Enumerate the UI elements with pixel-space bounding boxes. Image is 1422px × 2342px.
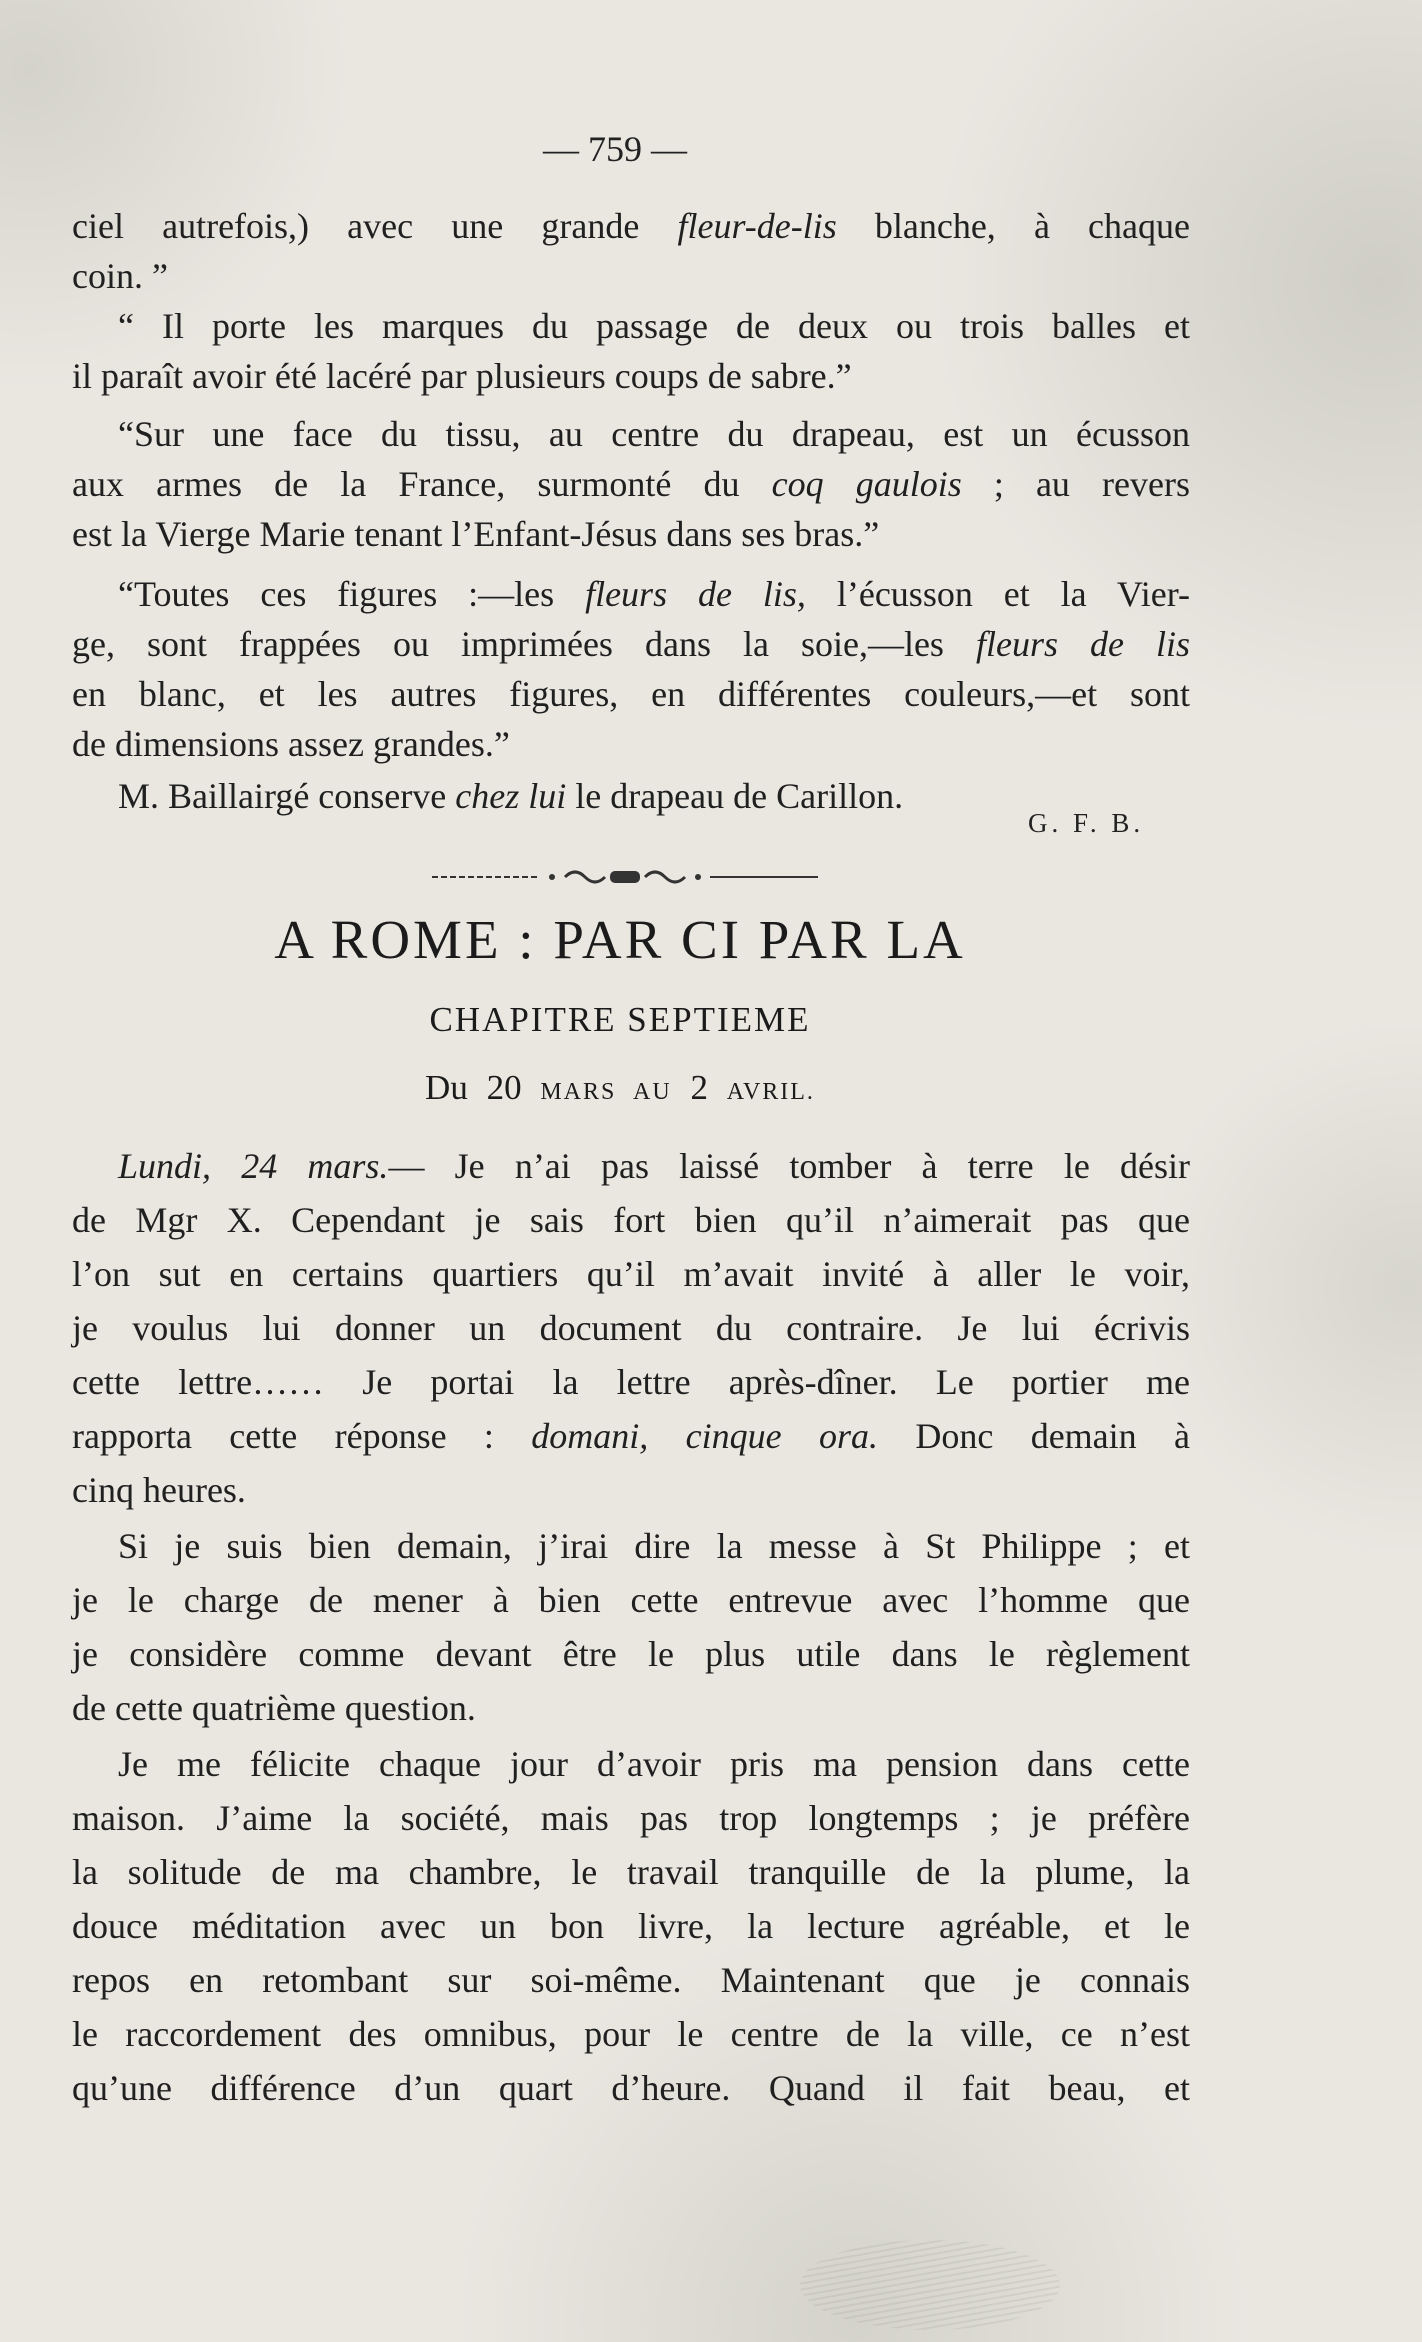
text-run: aux armes de la France, surmonté du	[72, 464, 772, 504]
text-line	[72, 1848, 1190, 1896]
text-line	[72, 1794, 1190, 1842]
text-run: l’on sut en certains quartiers qu’il m’avait invité à aller le voir,	[72, 1254, 1190, 1294]
text-run: le drapeau de Carillon.	[566, 776, 904, 816]
chapter-heading: CHAPITRE SEPTIEME	[429, 1000, 811, 1039]
text-line	[72, 1576, 1190, 1624]
text-run: qu’une différence d’un quart d’heure. Quand il fait beau, et	[72, 2068, 1190, 2108]
text-line	[72, 1142, 1190, 1190]
text-run: je considère comme devant être le plus utile dans le règlement	[72, 1634, 1190, 1674]
text-run: Je me félicite chaque jour d’avoir pris ma pension dans cette	[118, 1744, 1190, 1784]
text-line	[72, 1196, 1190, 1244]
text-line	[72, 1250, 1190, 1298]
text-line	[72, 1522, 1190, 1570]
scan-smudge	[800, 2240, 1060, 2330]
text-run: douce méditation avec un bon livre, la lecture agréable, et le	[72, 1906, 1190, 1946]
date-avril: AVRIL.	[726, 1079, 815, 1105]
text-run: blanche, à chaque	[836, 206, 1190, 246]
text-run: Donc demain à	[878, 1416, 1191, 1456]
italic-text-run: chez lui	[455, 776, 567, 816]
text-run: ge, sont frappées ou imprimées dans la soie,—les	[72, 624, 976, 664]
text-line	[72, 1956, 1190, 2004]
date-day-end: 2	[690, 1068, 708, 1107]
italic-text-run: fleurs de lis	[975, 624, 1190, 664]
text-line	[72, 510, 1190, 558]
text-run: cinq heures.	[72, 1470, 246, 1510]
text-run: — Je n’ai pas laissé tomber à terre le désir	[388, 1146, 1190, 1186]
text-run: “Toutes ces figures :—les	[118, 574, 586, 614]
text-run: le raccordement des omnibus, pour le centre de la ville, ce n’est	[72, 2014, 1190, 2054]
text-run: de Mgr X. Cependant je sais fort bien qu’il n’aimerait pas que	[72, 1200, 1190, 1240]
text-line	[72, 1684, 1190, 1732]
text-run: ; au revers	[961, 464, 1190, 504]
text-run: coin. ”	[72, 256, 168, 296]
date-mars-au: MARS AU	[540, 1079, 672, 1105]
text-run: M. Baillairgé conserve	[118, 776, 456, 816]
text-run: je voulus lui donner un document du contraire. Je lui écrivis	[72, 1308, 1190, 1348]
text-line	[72, 720, 1190, 768]
article-title: A ROME : PAR CI PAR LA	[274, 909, 966, 970]
signature: G. F. B.	[1028, 808, 1145, 838]
text-run: en blanc, et les autres figures, en différentes couleurs,—et sont	[72, 674, 1190, 714]
date-du: Du	[425, 1068, 468, 1107]
text-line	[72, 302, 1190, 350]
text-run: il paraît avoir été lacéré par plusieurs coups de sabre.”	[72, 356, 852, 396]
text-run: la solitude de ma chambre, le travail tranquille de la plume, la	[72, 1852, 1190, 1892]
text-line	[72, 670, 1190, 718]
text-line	[72, 1902, 1190, 1950]
text-run: Si je suis bien demain, j’irai dire la messe à St Philippe ; et	[118, 1526, 1190, 1566]
italic-text-run: fleur-de-lis	[677, 206, 837, 246]
text-line	[72, 202, 1190, 250]
text-line	[72, 252, 1190, 300]
text-run: l’écusson et la Vier-	[805, 574, 1190, 614]
text-run: je le charge de mener à bien cette entrevue avec l’homme que	[72, 1580, 1190, 1620]
text-run: est la Vierge Marie tenant l’Enfant-Jésus dans ses bras.”	[72, 514, 880, 554]
text-line	[72, 1630, 1190, 1678]
page-number: — 759 —	[543, 129, 687, 169]
text-run: cette lettre…… Je portai la lettre après-dîner. Le portier me	[72, 1362, 1190, 1402]
text-run: repos en retombant sur soi-même. Maintenant que je connais	[72, 1960, 1190, 2000]
italic-text-run: coq gaulois	[771, 464, 962, 504]
ornament-divider	[430, 862, 820, 892]
text-line	[72, 620, 1190, 668]
date-range-heading	[0, 1068, 1240, 1108]
text-run: rapporta cette réponse :	[72, 1416, 532, 1456]
text-run: “Sur une face du tissu, au centre du drapeau, est un écusson	[118, 414, 1190, 454]
text-line	[72, 570, 1190, 618]
text-line	[72, 1466, 1190, 1514]
text-line	[72, 1304, 1190, 1352]
text-line	[72, 2064, 1190, 2112]
text-line	[72, 2010, 1190, 2058]
text-run: maison. J’aime la société, mais pas trop longtemps ; je préfère	[72, 1798, 1190, 1838]
text-run: de cette quatrième question.	[72, 1688, 476, 1728]
text-run: “ Il porte les marques du passage de deux ou trois balles et	[118, 306, 1190, 346]
text-line	[72, 772, 1190, 820]
date-day-start: 20	[486, 1068, 522, 1107]
text-line	[72, 1740, 1190, 1788]
italic-text-run: domani, cinque ora.	[531, 1416, 878, 1456]
italic-text-run: fleurs de lis,	[585, 574, 806, 614]
text-run: ciel autrefois,) avec une grande	[72, 206, 678, 246]
italic-text-run: Lundi, 24 mars.	[118, 1146, 389, 1186]
text-line	[72, 410, 1190, 458]
text-line	[72, 352, 1190, 400]
text-line	[72, 1412, 1190, 1460]
text-run: de dimensions assez grandes.”	[72, 724, 510, 764]
text-line	[72, 1358, 1190, 1406]
text-line	[72, 460, 1190, 508]
